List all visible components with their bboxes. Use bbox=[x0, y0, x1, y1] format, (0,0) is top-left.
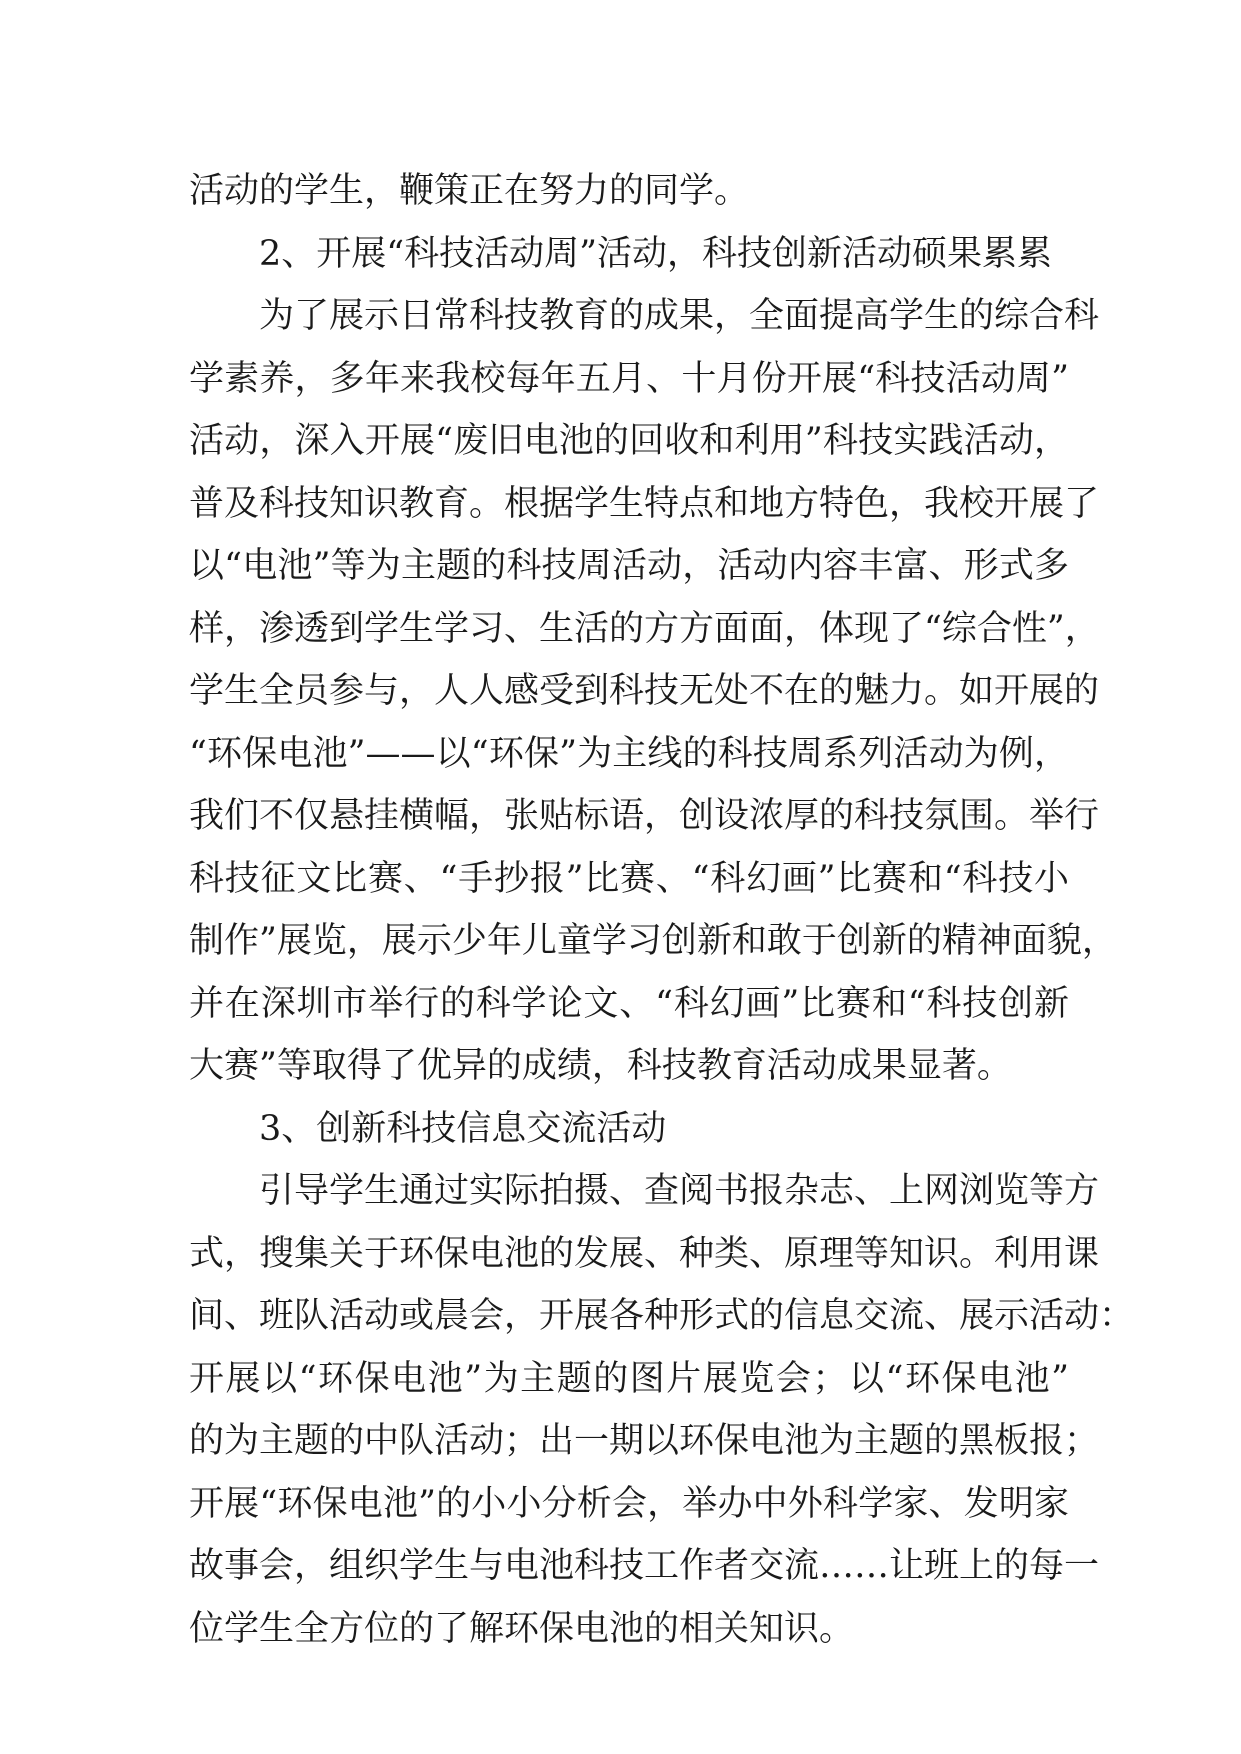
body-text bbox=[189, 160, 1135, 1660]
text-line: 故事会，组织学生与电池科技工作者交流……让班上的每一 bbox=[189, 1546, 1100, 1586]
text-line: 以“电池”等为主题的科技周活动，活动内容丰富、形式多 bbox=[189, 546, 1069, 586]
text-line: 活动，深入开展“废旧电池的回收和利用”科技实践活动， bbox=[189, 421, 1069, 461]
text-line: 学生全员参与，人人感受到科技无处不在的魅力。如开展的 bbox=[189, 671, 1100, 711]
text-line: “环保电池”——以“环保”为主线的科技周系列活动为例， bbox=[189, 733, 1069, 774]
text-line: 为了展示日常科技教育的成果，全面提高学生的综合科 bbox=[189, 296, 1100, 336]
text-line: 位学生全方位的了解环保电池的相关知识。 bbox=[189, 1608, 855, 1649]
text-line: 活动的学生，鞭策正在努力的同学。 bbox=[189, 171, 750, 211]
text-line: 大赛”等取得了优异的成绩，科技教育活动成果显著。 bbox=[189, 1046, 1012, 1086]
text-line: 开展以“环保电池”为主题的图片展览会；以“环保电池” bbox=[189, 1358, 1069, 1399]
text-line: 普及科技知识教育。根据学生特点和地方特色，我校开展了 bbox=[189, 483, 1100, 524]
text-line: 我们不仅悬挂横幅，张贴标语，创设浓厚的科技氛围。举行 bbox=[189, 796, 1100, 836]
text-line: 间、班队活动或晨会，开展各种形式的信息交流、展示活动： bbox=[189, 1296, 1135, 1336]
text-line: 制作”展览，展示少年儿童学习创新和敢于创新的精神面貌， bbox=[189, 921, 1117, 961]
text-line: 样，渗透到学生学习、生活的方方面面，体现了“综合性”， bbox=[189, 608, 1100, 649]
text-line: 并在深圳市举行的科学论文、“科幻画”比赛和“科技创新 bbox=[189, 983, 1069, 1024]
text-line: 科技征文比赛、“手抄报”比赛、“科幻画”比赛和“科技小 bbox=[189, 858, 1069, 899]
text-line: 学素养，多年来我校每年五月、十月份开展“科技活动周” bbox=[189, 358, 1069, 399]
text-line: 引导学生通过实际拍摄、查阅书报杂志、上网浏览等方 bbox=[189, 1171, 1100, 1211]
section-heading: 3、创新科技信息交流活动 bbox=[189, 1108, 667, 1149]
text-line: 的为主题的中队活动；出一期以环保电池为主题的黑板报； bbox=[189, 1421, 1100, 1461]
section-heading: 2、开展“科技活动周”活动，科技创新活动硕果累累 bbox=[189, 233, 1053, 274]
text-line: 式，搜集关于环保电池的发展、种类、原理等知识。利用课 bbox=[189, 1233, 1100, 1274]
text-line: 开展“环保电池”的小小分析会，举办中外科学家、发明家 bbox=[189, 1483, 1069, 1524]
